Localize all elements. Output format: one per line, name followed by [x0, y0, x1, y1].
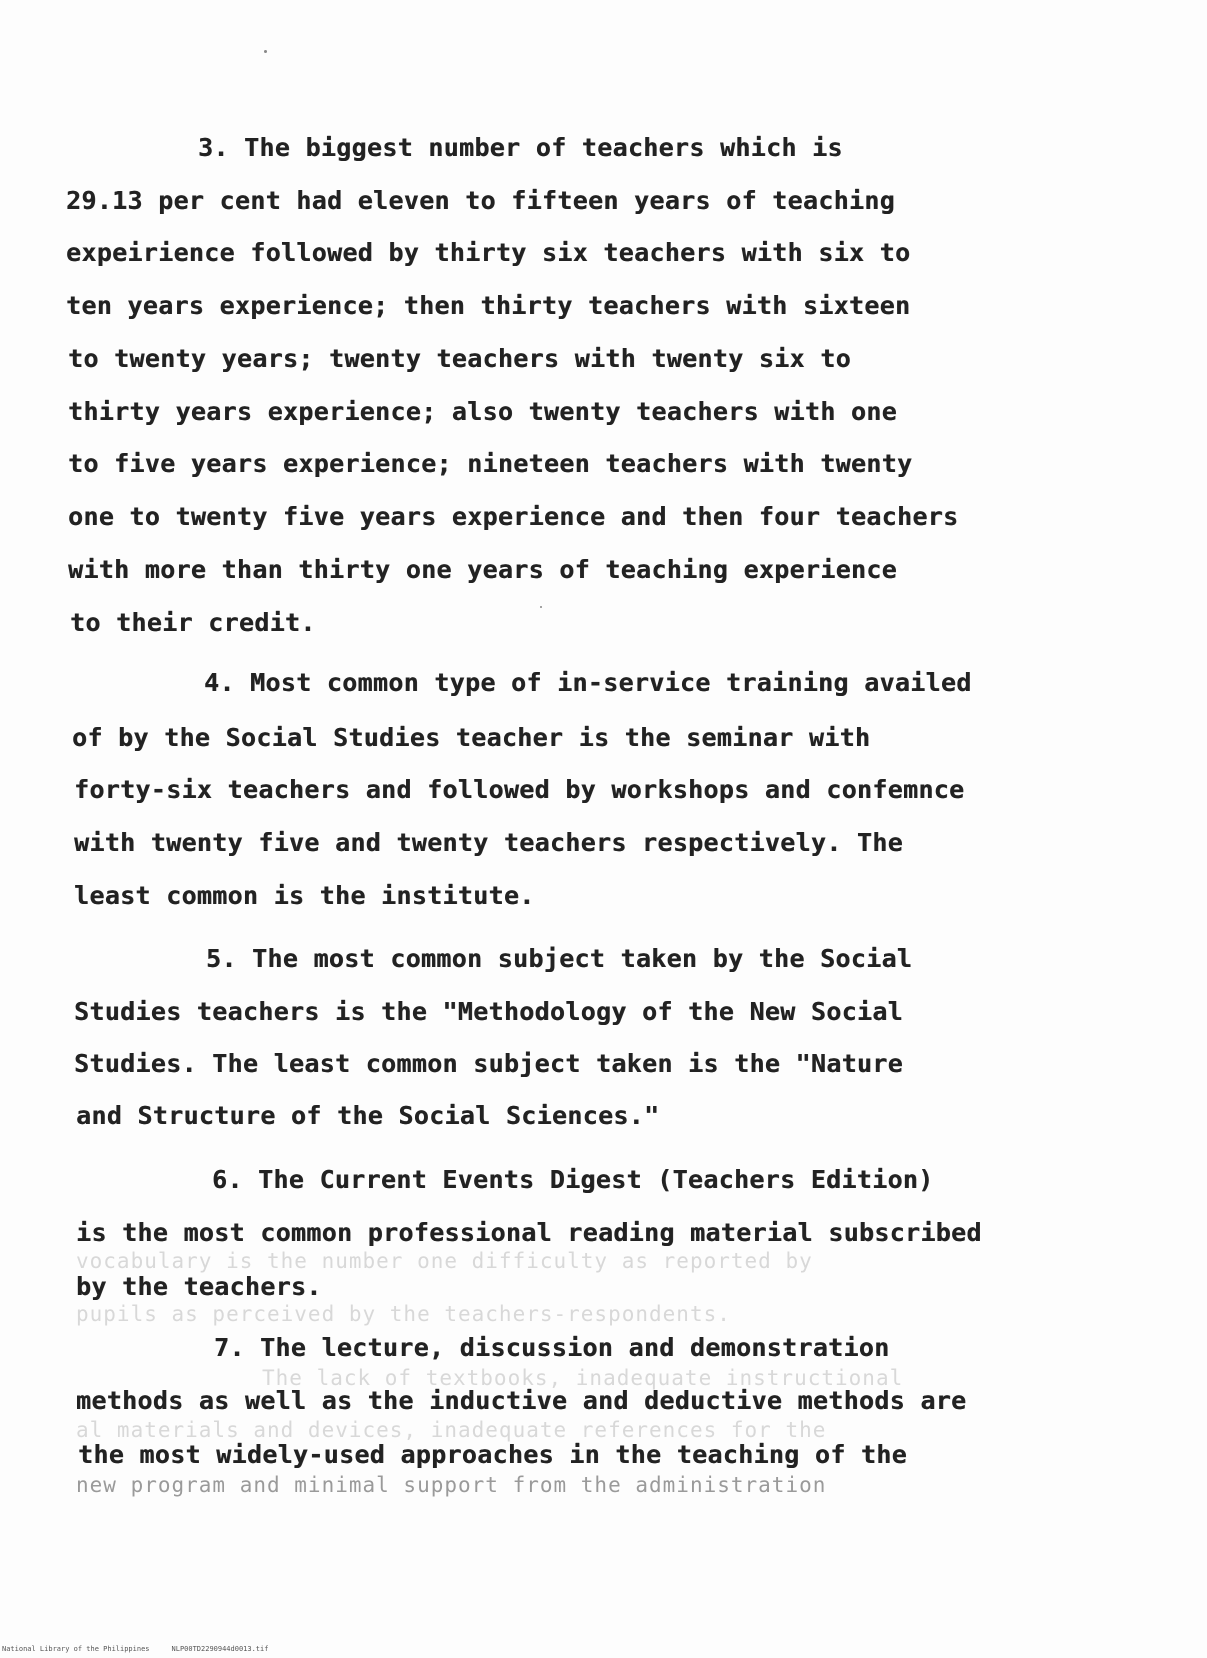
scan-speck [540, 606, 542, 608]
item-3-line-3: expeirience followed by thirty six teachers with six to [66, 238, 911, 267]
item-3-line-2: 29.13 per cent had eleven to fifteen years of teaching [66, 186, 895, 215]
item-4-line-4: with twenty five and twenty teachers respectively. The [74, 828, 903, 857]
item-5-line-2: Studies teachers is the "Methodology of the New Social [74, 997, 903, 1026]
scan-speck [264, 50, 267, 53]
item-3-line-8: one to twenty five years experience and then four teachers [68, 502, 959, 531]
item-7-line-1: 7. The lecture, discussion and demonstration [214, 1333, 890, 1362]
item-3-line-7: to five years experience; nineteen teachers with twenty [68, 449, 913, 478]
item-6-line-2: is the most common professional reading material subscribed [76, 1218, 982, 1247]
item-5-line-3: Studies. The least common subject taken is the "Nature [74, 1049, 903, 1078]
show-through-line-4: al materials and devices, inadequate references for the [76, 1418, 827, 1442]
item-6-line-1: 6. The Current Events Digest (Teachers Edition) [212, 1165, 934, 1194]
footer-library: National Library of the Philippines [2, 1645, 150, 1653]
item-4-line-2: of by the Social Studies teacher is the seminar with [72, 723, 871, 752]
item-3-line-4: ten years experience; then thirty teachers with sixteen [66, 291, 911, 320]
item-7-line-3: the most widely-used approaches in the teaching of the [78, 1440, 907, 1469]
show-through-line-2: pupils as perceived by the teachers-respondents. [76, 1302, 731, 1326]
item-7-line-2: methods as well as the inductive and deductive methods are [76, 1386, 967, 1415]
footer-file-id: NLP00TD2290944d0013.tif [171, 1645, 269, 1653]
item-3-line-5: to twenty years; twenty teachers with twenty six to [68, 344, 851, 373]
item-5-line-4: and Structure of the Social Sciences." [76, 1101, 660, 1130]
item-4-line-5: least common is the institute. [74, 881, 535, 910]
item-5-line-1: 5. The most common subject taken by the Social [206, 944, 913, 973]
item-3-line-9: with more than thirty one years of teaching experience [68, 555, 897, 584]
scan-footer [2, 1645, 290, 1654]
item-3-line-1: 3. The biggest number of teachers which is [198, 133, 843, 162]
item-6-line-3: by the teachers. [76, 1272, 322, 1301]
item-4-line-3: forty-six teachers and followed by workshops and confemnce [74, 775, 965, 804]
show-through-line-3: The lack of textbooks, inadequate instructional [262, 1366, 904, 1390]
item-3-line-6: thirty years experience; also twenty teachers with one [68, 397, 897, 426]
show-through-line-1: vocabulary is the number one difficulty as reported by [76, 1249, 813, 1273]
item-3-line-10: to their credit. [70, 608, 316, 637]
item-4-line-1: 4. Most common type of in-service training availed [204, 668, 972, 697]
show-through-line-5: new program and minimal support from the administration [76, 1473, 827, 1497]
